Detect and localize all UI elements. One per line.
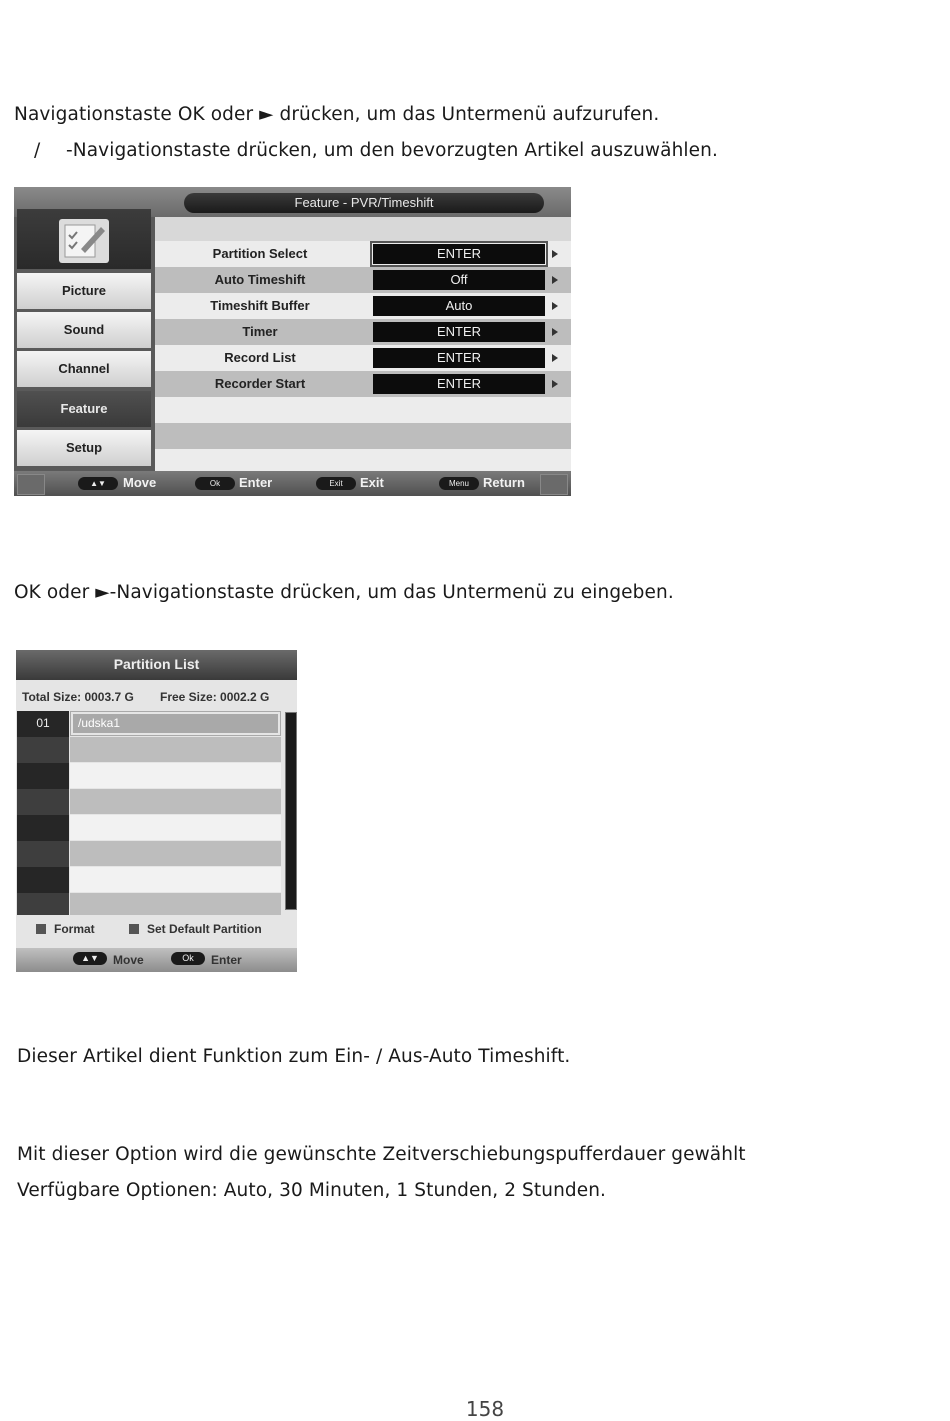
timeshift-buffer-options: Verfügbare Optionen: Auto, 30 Minuten, 1 Stunden, 2 Stunden.	[17, 1180, 607, 1201]
footer-grip	[17, 474, 45, 495]
partition-row[interactable]	[70, 763, 281, 788]
format-color-key-icon	[36, 924, 46, 934]
set-default-color-key-icon	[129, 924, 139, 934]
partition-number-cell	[17, 737, 69, 763]
page-number: 158	[465, 1397, 505, 1421]
auto-timeshift-description: Dieser Artikel dient Funktion zum Ein- / Aus-Auto Timeshift.	[17, 1046, 571, 1067]
partition-list-title: Partition List	[16, 650, 297, 680]
ok-key-icon: Ok	[195, 477, 235, 490]
partition-number-cell	[17, 815, 69, 841]
partition-row[interactable]	[70, 815, 281, 840]
menu-row-empty	[155, 397, 571, 423]
instruction-line-3: OK oder ►-Navigationstaste drücken, um das Untermenü zu eingeben.	[14, 582, 674, 603]
partition-name: /udska1	[78, 716, 121, 730]
menu-footer	[14, 471, 571, 496]
feature-checklist-icon	[59, 219, 109, 263]
partition-footer	[16, 948, 297, 972]
partition-row[interactable]	[70, 789, 281, 814]
footer-return-label: Return	[483, 475, 525, 490]
menu-row-auto-timeshift[interactable]	[155, 267, 571, 293]
menu-key-icon: Menu	[439, 477, 479, 490]
partition-number-cell	[17, 789, 69, 815]
menu-icon-box	[17, 209, 151, 269]
menu-row-empty	[155, 423, 571, 449]
partition-legend	[16, 918, 297, 940]
menu-row-recorder-start[interactable]	[155, 371, 571, 397]
timeshift-buffer-description: Mit dieser Option wird die gewünschte Zeitverschiebungspufferdauer gewählt	[17, 1144, 746, 1165]
partition-number-cell	[17, 763, 69, 789]
footer-grip	[540, 474, 568, 495]
arrow-right-icon	[552, 328, 558, 336]
partition-row[interactable]	[70, 737, 281, 762]
row-value[interactable]: ENTER	[373, 348, 545, 368]
row-label: Timeshift Buffer	[210, 298, 310, 313]
menu-title: Feature - PVR/Timeshift	[184, 193, 544, 213]
partition-number-cell	[17, 711, 69, 737]
row-value[interactable]: ENTER	[373, 374, 545, 394]
partition-number: 01	[36, 716, 50, 730]
row-value[interactable]: Auto	[373, 296, 545, 316]
row-label: Partition Select	[212, 246, 308, 261]
partition-scrollbar[interactable]	[285, 712, 297, 910]
arrow-right-icon	[552, 380, 558, 388]
menu-row-timer[interactable]	[155, 319, 571, 345]
row-value[interactable]: ENTER	[373, 244, 545, 264]
partition-size-info	[16, 686, 297, 708]
partition-row[interactable]	[70, 893, 281, 915]
row-label: Recorder Start	[214, 376, 306, 391]
partition-row[interactable]	[70, 841, 281, 866]
menu-row-record-list[interactable]	[155, 345, 571, 371]
sidebar-item-channel[interactable]: Channel	[17, 351, 151, 387]
instruction-line-1: Navigationstaste OK oder ► drücken, um das Untermenü aufzurufen.	[14, 104, 660, 125]
legend-set-default: Set Default Partition	[147, 922, 262, 936]
menu-row-empty	[155, 449, 571, 471]
feature-pvr-menu-screenshot	[14, 187, 571, 496]
partition-number-cell	[17, 893, 69, 915]
arrow-right-icon	[552, 276, 558, 284]
footer-enter-label: Enter	[211, 953, 242, 967]
nav-arrows-placeholder: /	[34, 140, 41, 161]
arrow-right-icon	[552, 302, 558, 310]
sidebar-item-sound[interactable]: Sound	[17, 312, 151, 348]
arrow-right-icon	[552, 354, 558, 362]
row-label: Record List	[224, 350, 296, 365]
partition-list-screenshot	[16, 650, 297, 972]
row-value[interactable]: Off	[373, 270, 545, 290]
sidebar-item-setup[interactable]: Setup	[17, 430, 151, 466]
instruction-line-2: -Navigationstaste drücken, um den bevorzugten Artikel auszuwählen.	[66, 140, 718, 161]
sidebar-item-feature[interactable]: Feature	[17, 391, 151, 427]
move-key-icon: ▲▼	[78, 477, 118, 490]
exit-key-icon: Exit	[316, 477, 356, 490]
footer-move-label: Move	[123, 475, 157, 490]
row-label: Timer	[242, 324, 278, 339]
footer-move-label: Move	[113, 953, 144, 967]
menu-options-panel	[155, 217, 571, 471]
partition-number-cell	[17, 867, 69, 893]
arrow-right-icon	[552, 250, 558, 258]
row-value[interactable]: ENTER	[373, 322, 545, 342]
move-key-icon: ▲▼	[73, 952, 107, 965]
ok-key-icon: Ok	[171, 952, 205, 965]
partition-row-selected[interactable]	[70, 711, 281, 736]
menu-row-timeshift-buffer[interactable]	[155, 293, 571, 319]
partition-row[interactable]	[70, 867, 281, 892]
row-label: Auto Timeshift	[214, 272, 306, 287]
footer-enter-label: Enter	[239, 475, 273, 490]
sidebar-item-picture[interactable]: Picture	[17, 273, 151, 309]
free-size: Free Size: 0002.2 G	[160, 690, 270, 704]
legend-format: Format	[54, 922, 95, 936]
partition-number-cell	[17, 841, 69, 867]
total-size: Total Size: 0003.7 G	[22, 690, 134, 704]
footer-exit-label: Exit	[360, 475, 384, 490]
menu-row-partition-select[interactable]	[155, 241, 571, 267]
